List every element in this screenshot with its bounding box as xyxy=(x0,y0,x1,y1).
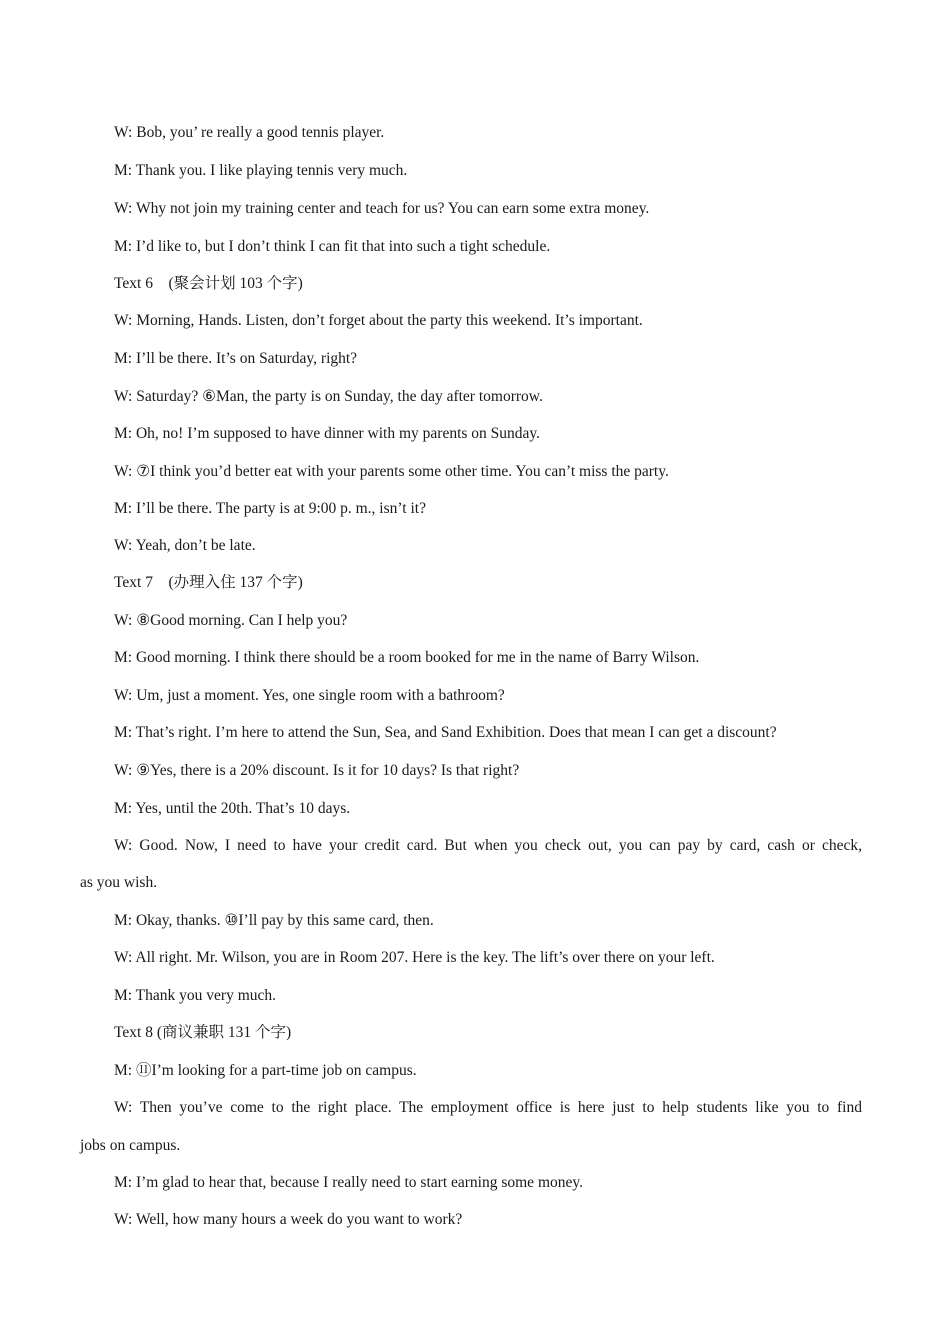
dialogue-line: M: I’d like to, but I don’t think I can fit that into such a tight schedule. xyxy=(114,238,551,255)
dialogue-line: M: Okay, thanks. ⑩I’ll pay by this same card, then. xyxy=(114,912,434,929)
dialogue-line-continued: jobs on campus. xyxy=(80,1137,181,1154)
dialogue-line: W: Why not join my training center and teach for us? You can earn some extra money. xyxy=(114,200,650,217)
dialogue-line: W: Good. Now, I need to have your credit card. But when you check out, you can pay by card, cash or check, xyxy=(114,837,862,854)
dialogue-line: M: Thank you. I like playing tennis very much. xyxy=(114,162,408,179)
section-heading-text-7: Text 7 (办理入住 137 个字) xyxy=(114,574,303,591)
dialogue-line: M: Thank you very much. xyxy=(114,987,277,1004)
dialogue-line: W: Then you’ve come to the right place. The employment office is here just to help students like you to find xyxy=(114,1099,862,1116)
dialogue-line: M: I’ll be there. The party is at 9:00 p. m., isn’t it? xyxy=(114,500,426,517)
dialogue-line: M: Oh, no! I’m supposed to have dinner with my parents on Sunday. xyxy=(114,425,541,442)
dialogue-line: W: Yeah, don’t be late. xyxy=(114,537,256,554)
dialogue-line: W: Morning, Hands. Listen, don’t forget about the party this weekend. It’s important. xyxy=(114,312,643,329)
dialogue-line: M: Yes, until the 20th. That’s 10 days. xyxy=(114,800,351,817)
dialogue-line: M: That’s right. I’m here to attend the Sun, Sea, and Sand Exhibition. Does that mean I can get a discount? xyxy=(114,724,777,741)
dialogue-line-continued: as you wish. xyxy=(80,874,158,891)
dialogue-line: W: Bob, you’ re really a good tennis player. xyxy=(114,124,385,141)
dialogue-line: W: Saturday? ⑥Man, the party is on Sunday, the day after tomorrow. xyxy=(114,388,543,405)
dialogue-line: M: I’ll be there. It’s on Saturday, right? xyxy=(114,350,358,367)
dialogue-line: M: Good morning. I think there should be a room booked for me in the name of Barry Wilson. xyxy=(114,649,700,666)
dialogue-line: W: All right. Mr. Wilson, you are in Room 207. Here is the key. The lift’s over there on your left. xyxy=(114,949,715,966)
section-heading-text-6: Text 6 (聚会计划 103 个字) xyxy=(114,275,303,292)
dialogue-line: W: Well, how many hours a week do you want to work? xyxy=(114,1211,463,1228)
dialogue-line: W: ⑨Yes, there is a 20% discount. Is it for 10 days? Is that right? xyxy=(114,762,520,779)
dialogue-line: W: ⑦I think you’d better eat with your parents some other time. You can’t miss the party. xyxy=(114,463,669,480)
section-heading-text-8: Text 8 (商议兼职 131 个字) xyxy=(114,1024,292,1041)
dialogue-line: W: Um, just a moment. Yes, one single room with a bathroom? xyxy=(114,687,505,704)
dialogue-line: W: ⑧Good morning. Can I help you? xyxy=(114,612,348,629)
dialogue-line: M: I’m glad to hear that, because I really need to start earning some money. xyxy=(114,1174,583,1191)
dialogue-line: M: ⑪I’m looking for a part-time job on campus. xyxy=(114,1062,417,1079)
